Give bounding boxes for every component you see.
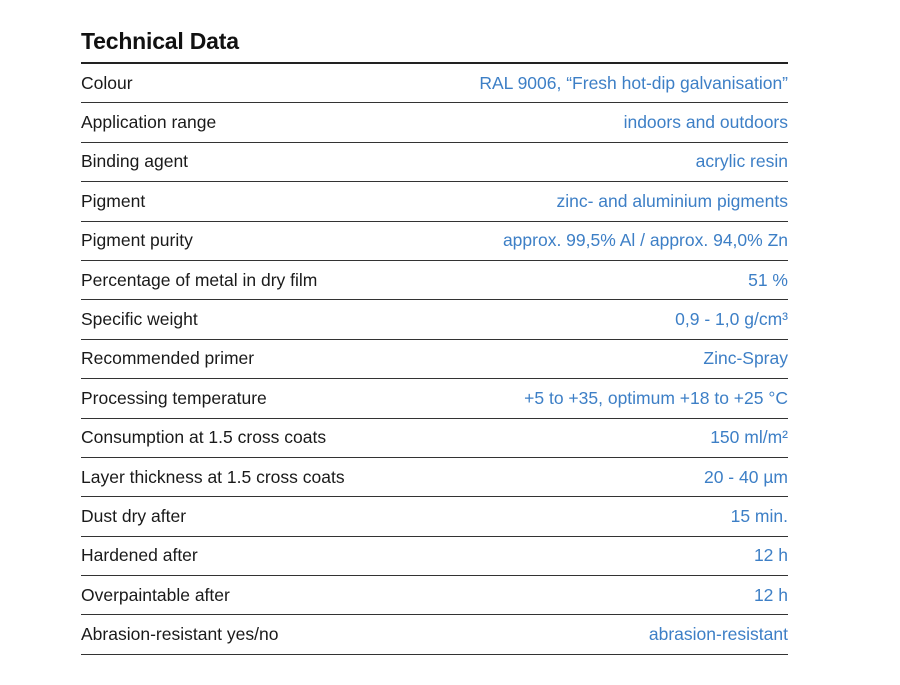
row-label: Pigment purity [81,230,193,251]
row-value: 0,9 - 1,0 g/cm³ [675,309,788,330]
row-value: abrasion-resistant [648,624,788,645]
row-value: +5 to +35, optimum +18 to +25 °C [524,387,788,408]
table-row [81,103,788,142]
table-row [81,497,788,536]
row-value: 15 min. [730,505,788,526]
table-row [81,340,788,379]
table-row [81,300,788,339]
row-label: Processing temperature [81,387,267,408]
row-label: Dust dry after [81,505,187,526]
table-row [81,143,788,182]
row-label: Specific weight [81,309,198,330]
table-row [81,222,788,261]
technical-data-table [81,64,788,655]
row-label: Colour [81,72,133,93]
row-label: Pigment [81,190,146,211]
table-row [81,261,788,300]
row-value: 150 ml/m² [710,427,788,448]
table-row [81,537,788,576]
section-title: Technical Data [81,24,788,64]
row-label: Percentage of metal in dry film [81,269,318,290]
table-row [81,379,788,418]
row-value: acrylic resin [695,151,788,172]
row-value: indoors and outdoors [623,112,788,133]
row-label: Binding agent [81,151,189,172]
table-row [81,615,788,654]
table-row [81,64,788,103]
row-label: Consumption at 1.5 cross coats [81,427,327,448]
row-label: Application range [81,112,217,133]
table-row [81,419,788,458]
row-value: Zinc-Spray [703,348,788,369]
row-value: 51 % [748,269,788,290]
table-row [81,458,788,497]
row-value: RAL 9006, “Fresh hot-dip galvanisation” [479,72,788,93]
row-label: Abrasion-resistant yes/no [81,624,279,645]
row-value: zinc- and aluminium pigments [556,190,788,211]
row-value: 12 h [753,584,788,605]
row-label: Recommended primer [81,348,255,369]
row-label: Hardened after [81,545,198,566]
technical-data-section [81,24,788,655]
row-label: Overpaintable after [81,584,230,605]
row-value: 12 h [753,545,788,566]
row-value: 20 - 40 µm [703,466,788,487]
row-label: Layer thickness at 1.5 cross coats [81,466,345,487]
table-row [81,182,788,221]
table-row [81,576,788,615]
row-value: approx. 99,5% Al / approx. 94,0% Zn [502,230,788,251]
